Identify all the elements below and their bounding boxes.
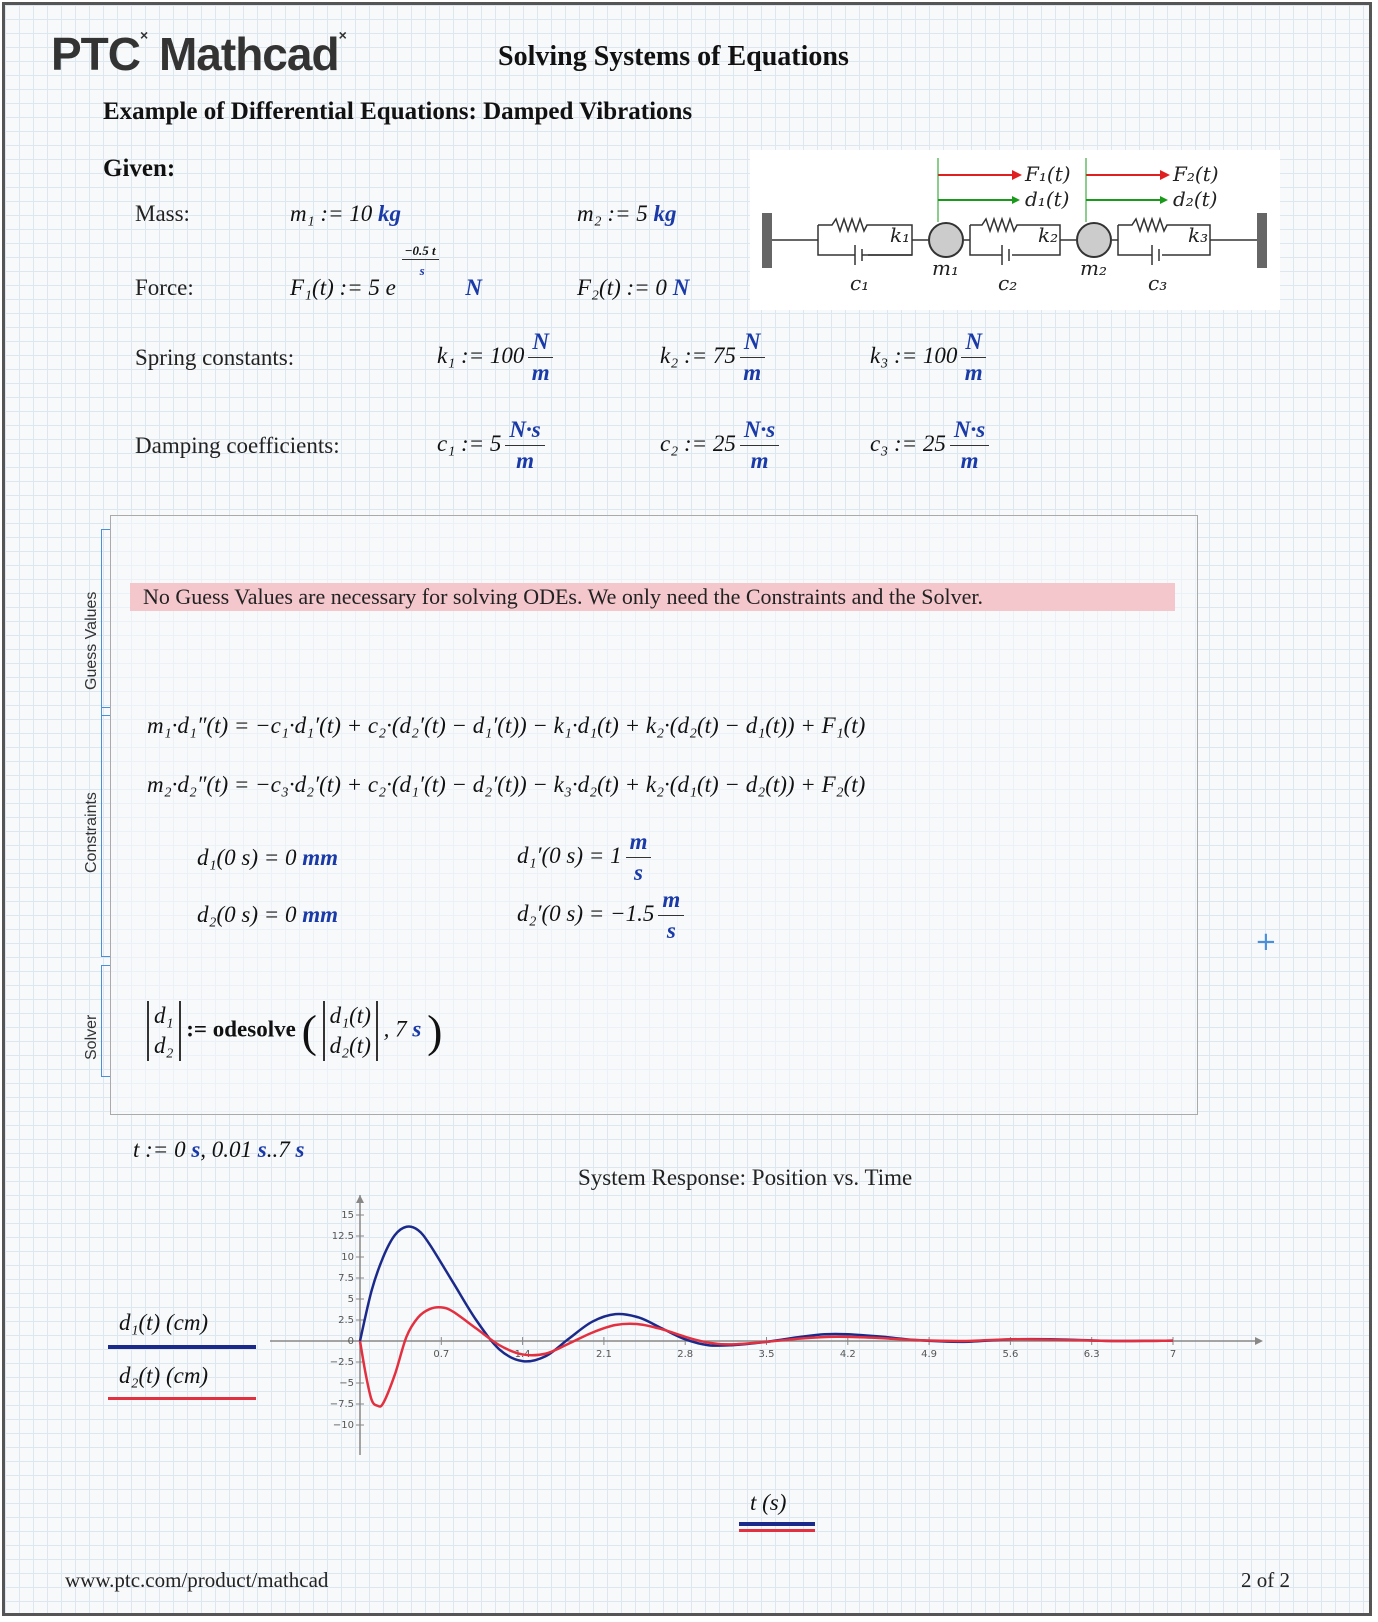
initial-condition-d2-prime[interactable] [517,885,688,946]
ic3-unit-fraction [626,827,652,888]
spring-label: Spring constants: [135,345,295,370]
k3-unit-fraction [961,327,986,388]
c1-expr: c₁ := 5 [437,430,502,456]
legend-d2 [119,1363,208,1389]
section-subtitle: Example of Differential Equations: Damped Vibrations [103,98,693,125]
c-num: N·s [505,415,544,446]
diagram-label-k1: k₁ [890,223,911,247]
initial-condition-d1-prime[interactable] [517,827,655,888]
y-tick-label: 5 [347,1294,354,1305]
k-num: N [961,327,986,358]
right-wall [1257,213,1267,268]
mass-spring-diagram [750,150,1280,310]
ic-num: m [626,827,652,858]
x-axis-arrow [1255,1337,1263,1345]
m1-definition[interactable] [290,201,401,227]
y-tick-label: −2.5 [329,1357,354,1368]
x-tick-label: 1.4 [514,1349,531,1360]
x-tick-label: 3.5 [758,1349,775,1360]
ic-num: m [658,885,684,916]
c1-unit-fraction [505,415,544,476]
range-end: ..7 [266,1137,290,1162]
left-wall [762,213,772,268]
c-den: m [960,448,979,473]
x-tick-label: 2.8 [677,1349,694,1360]
c2-definition[interactable] [660,415,783,476]
diagram-label-c2: c₂ [998,271,1018,295]
y-tick-label: 10 [341,1252,354,1263]
ode-equation-1[interactable]: m₁·d₁″(t) = −c₁·d₁′(t) + c₂·(d₂′(t) − d₁′(t)) − k₁·d₁(t) + k₂·(d₂(t) − d₁(t)) + F₁(t) [147,713,866,738]
f2-definition[interactable] [577,275,689,301]
m2-unit: kg [653,201,677,226]
m1-expr: m₁ := 10 [290,201,373,226]
system-response-chart[interactable] [255,1195,1305,1495]
k-den: m [743,360,762,385]
x-tick-label: 2.1 [595,1349,612,1360]
footer-url[interactable]: www.ptc.com/product/mathcad [65,1568,329,1592]
worksheet-page [2,2,1372,1616]
ptc-mathcad-logo [51,27,346,81]
legend-d2-label: d₂(t) (cm) [119,1363,209,1388]
page-title: Solving Systems of Equations [498,41,849,72]
solver-arg-1: d₁(t) [329,1003,371,1028]
legend-d1 [119,1310,208,1336]
k-num: N [740,327,765,358]
y-tick-label: 15 [341,1210,354,1221]
trademark-mark: × [338,27,346,43]
ic1-expr: d₁(0 s) = 0 [197,845,297,870]
mass-label: Mass: [135,201,190,226]
odesolve-function: := odesolve [186,1016,296,1042]
x-tick-label: 0.7 [433,1349,450,1360]
y-tick-label: −10 [332,1420,354,1431]
initial-condition-d1[interactable] [197,845,338,871]
solver-arg-vector [323,1001,378,1061]
ic1-unit: mm [302,845,339,870]
x-axis-label-line-2 [739,1529,815,1532]
diagram-svg [750,150,1280,310]
k1-definition[interactable] [437,327,557,388]
ic3-expr: d₁′(0 s) = 1 [517,842,622,868]
solver-lhs-2: d₂ [154,1033,174,1058]
diagram-label-F1: F₁(t) [1025,162,1071,186]
ic-den: s [666,918,676,943]
constraints-bracket [101,707,110,957]
x-tick-label: 4.2 [839,1349,856,1360]
m2-expr: m₂ := 5 [577,201,648,226]
y-tick-label: −7.5 [329,1399,354,1410]
guess-values-bracket [101,529,110,716]
spring-damper-links [772,219,1257,265]
solver-label: Solver [83,1014,100,1060]
constraints-label: Constraints [83,792,100,873]
chart-title: System Response: Position vs. Time [578,1165,913,1190]
c-den: m [750,448,769,473]
solver-lhs-vector [147,1001,181,1061]
y-tick-label: −5 [339,1378,354,1389]
damping-label: Damping coefficients: [135,433,340,458]
solver-end-time: , 7 [383,1016,407,1042]
x-axis-label-line-1 [739,1522,815,1526]
c3-definition[interactable] [870,415,993,476]
guess-values-label: Guess Values [83,591,100,690]
diagram-label-k3: k₃ [1188,223,1209,247]
f1-definition[interactable] [290,243,483,301]
x-tick-label: 6.3 [1083,1349,1100,1360]
range-unit-2: s [257,1137,267,1162]
k2-definition[interactable] [660,327,769,388]
solver-arg-2: d₂(t) [329,1033,371,1058]
f2-unit: N [672,275,690,300]
product-text: Mathcad [158,28,339,80]
k3-definition[interactable] [870,327,990,388]
range-step: , 0.01 [200,1137,253,1162]
given-heading: Given: [103,155,176,182]
x-axis-label: t (s) [750,1490,787,1515]
diagram-label-c3: c₃ [1148,271,1168,295]
f1-exp-num: −0.5 t [402,243,439,260]
y-tick-label: 12.5 [331,1231,354,1242]
c3-expr: c₃ := 25 [870,430,946,456]
odesolve-statement[interactable] [147,1001,442,1061]
f1-exp-den: s [419,263,425,278]
c-den: m [516,448,534,473]
diagram-label-k2: k₂ [1038,223,1059,247]
k-num: N [528,327,553,358]
f2-expr: F₂(t) := 0 [577,275,667,300]
range-definition[interactable] [133,1137,304,1163]
f1-expr: F₁(t) := 5 e [290,275,396,300]
force-label: Force: [135,275,194,300]
c-num: N·s [740,415,779,446]
ic4-unit-fraction [658,885,684,946]
c2-expr: c₂ := 25 [660,430,736,456]
solver-lhs-1: d₁ [154,1003,174,1028]
y-axis-arrow [356,1195,364,1203]
ic-den: s [634,860,643,885]
ode-equation-2[interactable]: m₂·d₂″(t) = −c₃·d₂′(t) + c₂·(d₁′(t) − d₂′(t)) − k₃·d₂(t) + k₂·(d₁(t) − d₂(t)) + F₂(t) [147,772,866,797]
range-unit-1: s [191,1137,201,1162]
diagram-label-m1: m₁ [932,256,959,280]
x-tick-label: 4.9 [921,1349,938,1360]
c1-definition[interactable] [437,415,549,476]
c-num: N·s [950,415,989,446]
diagram-label-m2: m₂ [1080,256,1107,280]
k2-unit-fraction [740,327,765,388]
m1-unit: kg [378,201,402,226]
m2-definition[interactable] [577,201,677,227]
legend-d1-label: d₁(t) (cm) [119,1310,209,1335]
trademark-mark: × [140,27,148,43]
range-start: t := 0 [133,1137,186,1162]
y-tick-label: 0 [347,1336,354,1347]
paren-right: ) [427,1005,443,1057]
k1-unit-fraction [528,327,553,388]
k-den: m [964,360,983,385]
solver-end-unit: s [412,1016,422,1042]
insertion-crosshair-icon: + [1255,927,1277,957]
range-unit-3: s [295,1137,305,1162]
f1-exponent [402,243,460,295]
guess-values-note: No Guess Values are necessary for solving ODEs. We only need the Constraints and the Solver. [130,583,1175,611]
solver-bracket [101,965,110,1077]
mass-1-ball [929,223,963,257]
f1-unit: N [465,275,483,300]
ic2-expr: d₂(0 s) = 0 [197,902,297,927]
y-tick-label: 7.5 [338,1273,354,1284]
initial-condition-d2[interactable] [197,902,338,928]
k-den: m [531,360,550,385]
page-number: 2 of 2 [1241,1568,1290,1592]
c3-unit-fraction [950,415,989,476]
x-tick-label: 7 [1169,1349,1177,1360]
x-tick-label: 5.6 [1002,1349,1019,1360]
c2-unit-fraction [740,415,779,476]
diagram-label-F2: F₂(t) [1173,162,1219,186]
legend-d1-line [108,1345,256,1349]
k1-expr: k₁ := 100 [437,342,525,368]
k2-expr: k₂ := 75 [660,342,736,368]
y-tick-label: 2.5 [338,1315,354,1326]
diagram-label-d2: d₂(t) [1173,187,1218,211]
ic2-unit: mm [302,902,339,927]
paren-left: ( [301,1005,317,1057]
mass-2-ball [1077,223,1111,257]
brand-text: PTC [51,28,140,80]
k3-expr: k₃ := 100 [870,342,958,368]
ic4-expr: d₂′(0 s) = −1.5 [517,900,655,926]
diagram-label-d1: d₁(t) [1025,187,1070,211]
legend-d2-line [108,1397,256,1400]
diagram-label-c1: c₁ [850,271,870,295]
